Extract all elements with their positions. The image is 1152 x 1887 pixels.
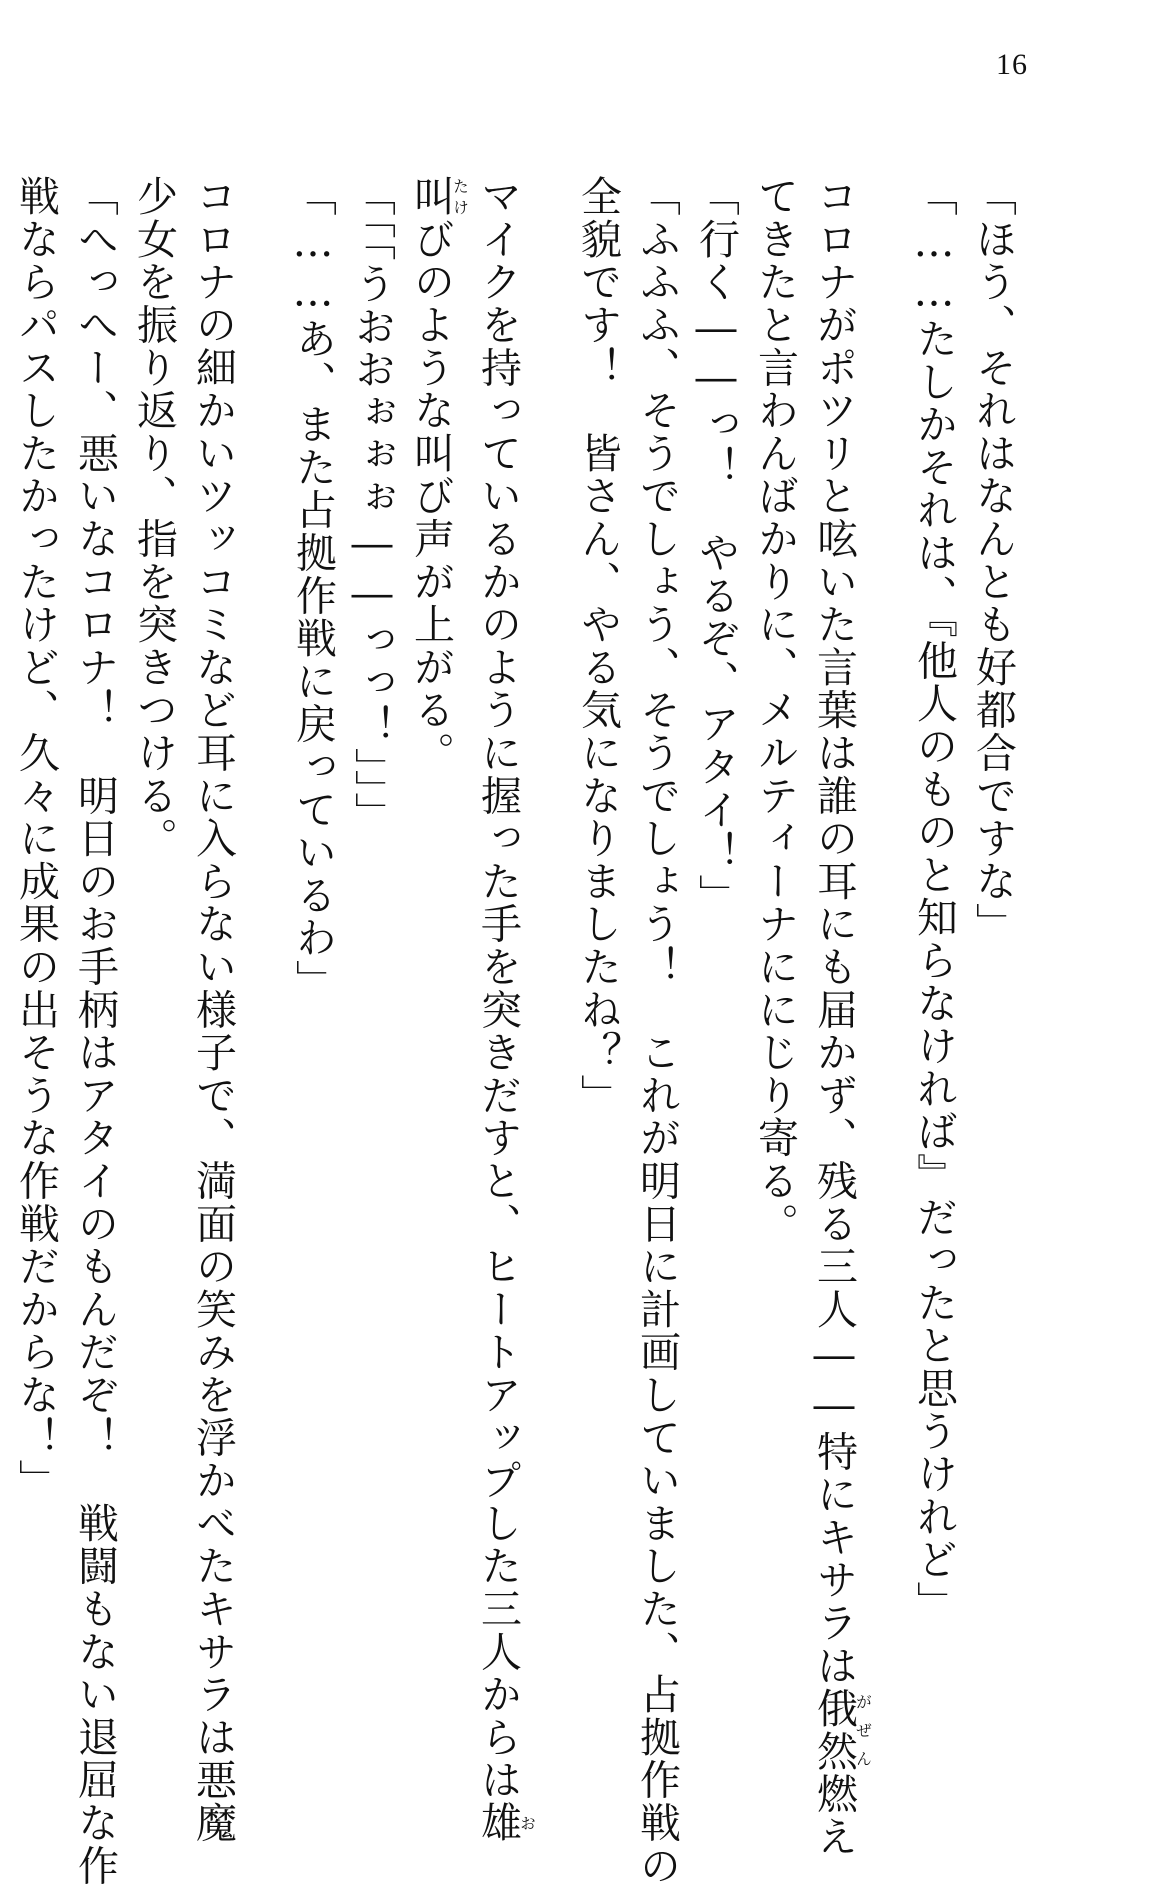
furigana: [474, 1801, 537, 1845]
text-line: 全貌です！ 皆さん、やる気になりましたね？」: [574, 175, 622, 1117]
ruby-reading: たけ: [450, 175, 470, 218]
text-line: コロナの細かいツッコミなど耳に入らない様子で、満面の笑みを浮かべたキサラは悪魔: [189, 175, 237, 1845]
ruby-reading: お: [517, 1801, 537, 1845]
text-line: 「……あ、また占拠作戦に戻っているわ」: [289, 175, 337, 1003]
text-segment: 燃え: [810, 1772, 858, 1859]
text-line: 「へっへー、悪いなコロナ！ 明日のお手柄はアタイのもんだぞ！ 戦闘もない退屈な作: [71, 175, 119, 1887]
text-line: [401, 175, 468, 1570]
text-line: 「行く――っ！ やるぞ、アタイ！」: [692, 175, 740, 917]
ruby-base: 雄: [474, 1801, 522, 1845]
text-line: [468, 175, 568, 1845]
furigana: [407, 175, 470, 218]
text-line: 「……たしかそれは、『他人のものと知らなければ』だったと思うけれど」: [910, 175, 958, 1624]
ruby-reading: がぜん: [853, 1687, 873, 1773]
vertical-body-text: [0, 175, 1022, 1887]
text-line: [804, 175, 904, 1859]
text-line: てきたと言わんばかりに、メルティーナににじり寄る。: [751, 175, 799, 1245]
text-line: 少女を振り返り、指を突きつける。: [130, 175, 178, 860]
text-segment: コロナがポツリと呟いた言葉は誰の耳にも届かず、残る三人――特にキサラは: [810, 175, 858, 1687]
text-line: 「ほう、それはなんとも好都合ですな」: [969, 175, 1017, 946]
text-segment: マイクを持っているかのように握った手を突きだすと、ヒートアップした三人からは: [474, 175, 522, 1802]
text-line: 「ふふふ、そうでしょう、そうでしょう！ これが明日に計画していました、占拠作戦の: [633, 175, 681, 1887]
text-segment: びのような叫び声が上がる。: [407, 217, 455, 775]
ruby-base: 叫: [407, 175, 455, 218]
ruby-base: 俄然: [810, 1687, 858, 1773]
page-number: 16: [996, 48, 1028, 81]
text-line: 戦ならパスしたかったけど、久々に成果の出そうな作戦だからな！」: [12, 175, 60, 1502]
text-line: 「「「うおおぉぉぉ――っっ！」」」: [348, 175, 396, 835]
